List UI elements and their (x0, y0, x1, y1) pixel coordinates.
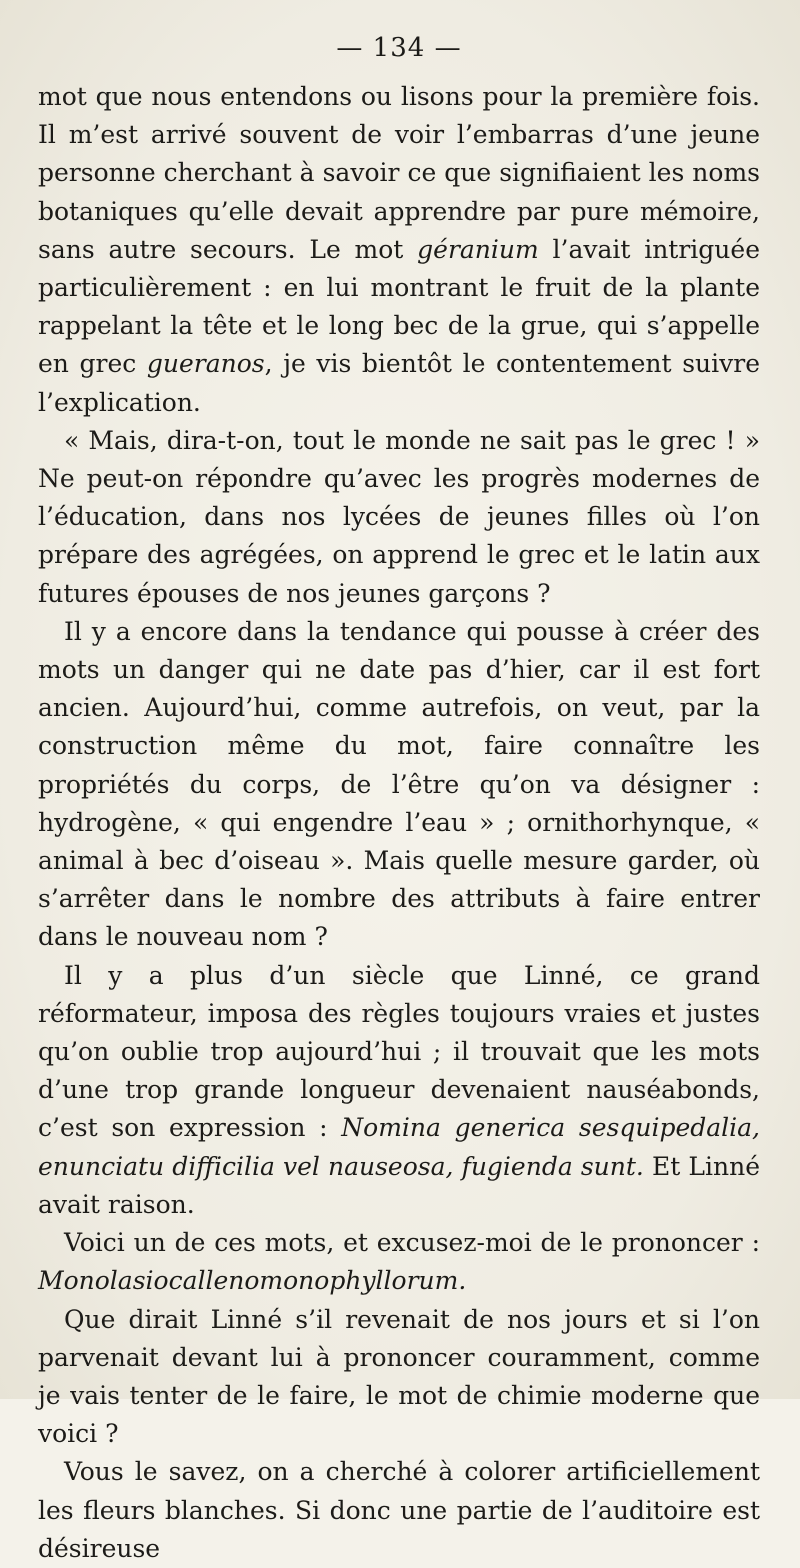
italic-text: Monolasiocallenomonophyllorum. (38, 1266, 467, 1296)
text-run: , je vis bientôt le contentement suivre l’explication. (38, 349, 760, 417)
text-run: Il y a encore dans la tendance qui pousse à créer des mots un danger qui ne date pas d’hier, car il est fort ancien. Aujourd’hui, comme autrefois, on veut, par la construction même du mot, faire connaître les propriétés du corps, de l’être qu’on va désigner : hydrogène, « qui engendre l’eau » ; ornithorhynque, « animal à bec d’oiseau ». Mais quelle mesure garder, où s’arrêter dans le nombre des attributs à faire entrer dans le nouveau nom ? (38, 616, 760, 952)
page-number: — 134 — (336, 33, 462, 63)
italic-text: géranium (417, 234, 539, 264)
italic-text: Nomina generica sesquipedalia, enunciatu difficilia vel nauseosa, fugienda sunt. (38, 1113, 760, 1181)
paragraph (38, 1224, 760, 1300)
paragraph (38, 1453, 760, 1568)
italic-text: gueranos (146, 349, 265, 379)
text-run: Il y a plus d’un siècle que Linné, ce grand réformateur, imposa des règles toujours vraies et justes qu’on oublie trop aujourd’hui ; il trouvait que les mots d’une trop grande longueur devenaient nauséabonds, c’est son expression : (38, 960, 760, 1143)
text-run: Et Linné avait raison. (38, 1151, 760, 1219)
paragraph (38, 957, 760, 1224)
paragraph (38, 1301, 760, 1454)
body-text (38, 78, 760, 1568)
paragraph (38, 613, 760, 957)
text-run: Que dirait Linné s’il revenait de nos jours et si l’on parvenait devant lui à prononcer couramment, comme je vais tenter de le faire, le mot de chimie moderne que voici ? (38, 1304, 760, 1449)
text-run: mot que nous entendons ou lisons pour la première fois. Il m’est arrivé souvent de voir l’embarras d’une jeune personne cherchant à savoir ce que signifiaient les noms botaniques qu’elle devait apprendre par pure mémoire, sans autre secours. Le mot (38, 82, 760, 264)
text-run: Voici un de ces mots, et excusez-moi de le prononcer : (64, 1228, 760, 1258)
text-run: « Mais, dira-t-on, tout le monde ne sait pas le grec ! » Ne peut-on répondre qu’avec les progrès modernes de l’éducation, dans nos lycées de jeunes filles où l’on prépare des agrégées, on apprend le grec et le latin aux futures épouses de nos jeunes garçons ? (38, 425, 760, 608)
paragraph (38, 78, 760, 422)
text-run: l’avait intriguée particulièrement : en lui montrant le fruit de la plante rappelant la tête et le long bec de la grue, qui s’appelle en grec (38, 234, 760, 379)
text-run: Vous le savez, on a cherché à colorer artificiellement les fleurs blanches. Si donc une partie de l’auditoire est désireuse (38, 1457, 760, 1563)
paragraph (38, 422, 760, 613)
